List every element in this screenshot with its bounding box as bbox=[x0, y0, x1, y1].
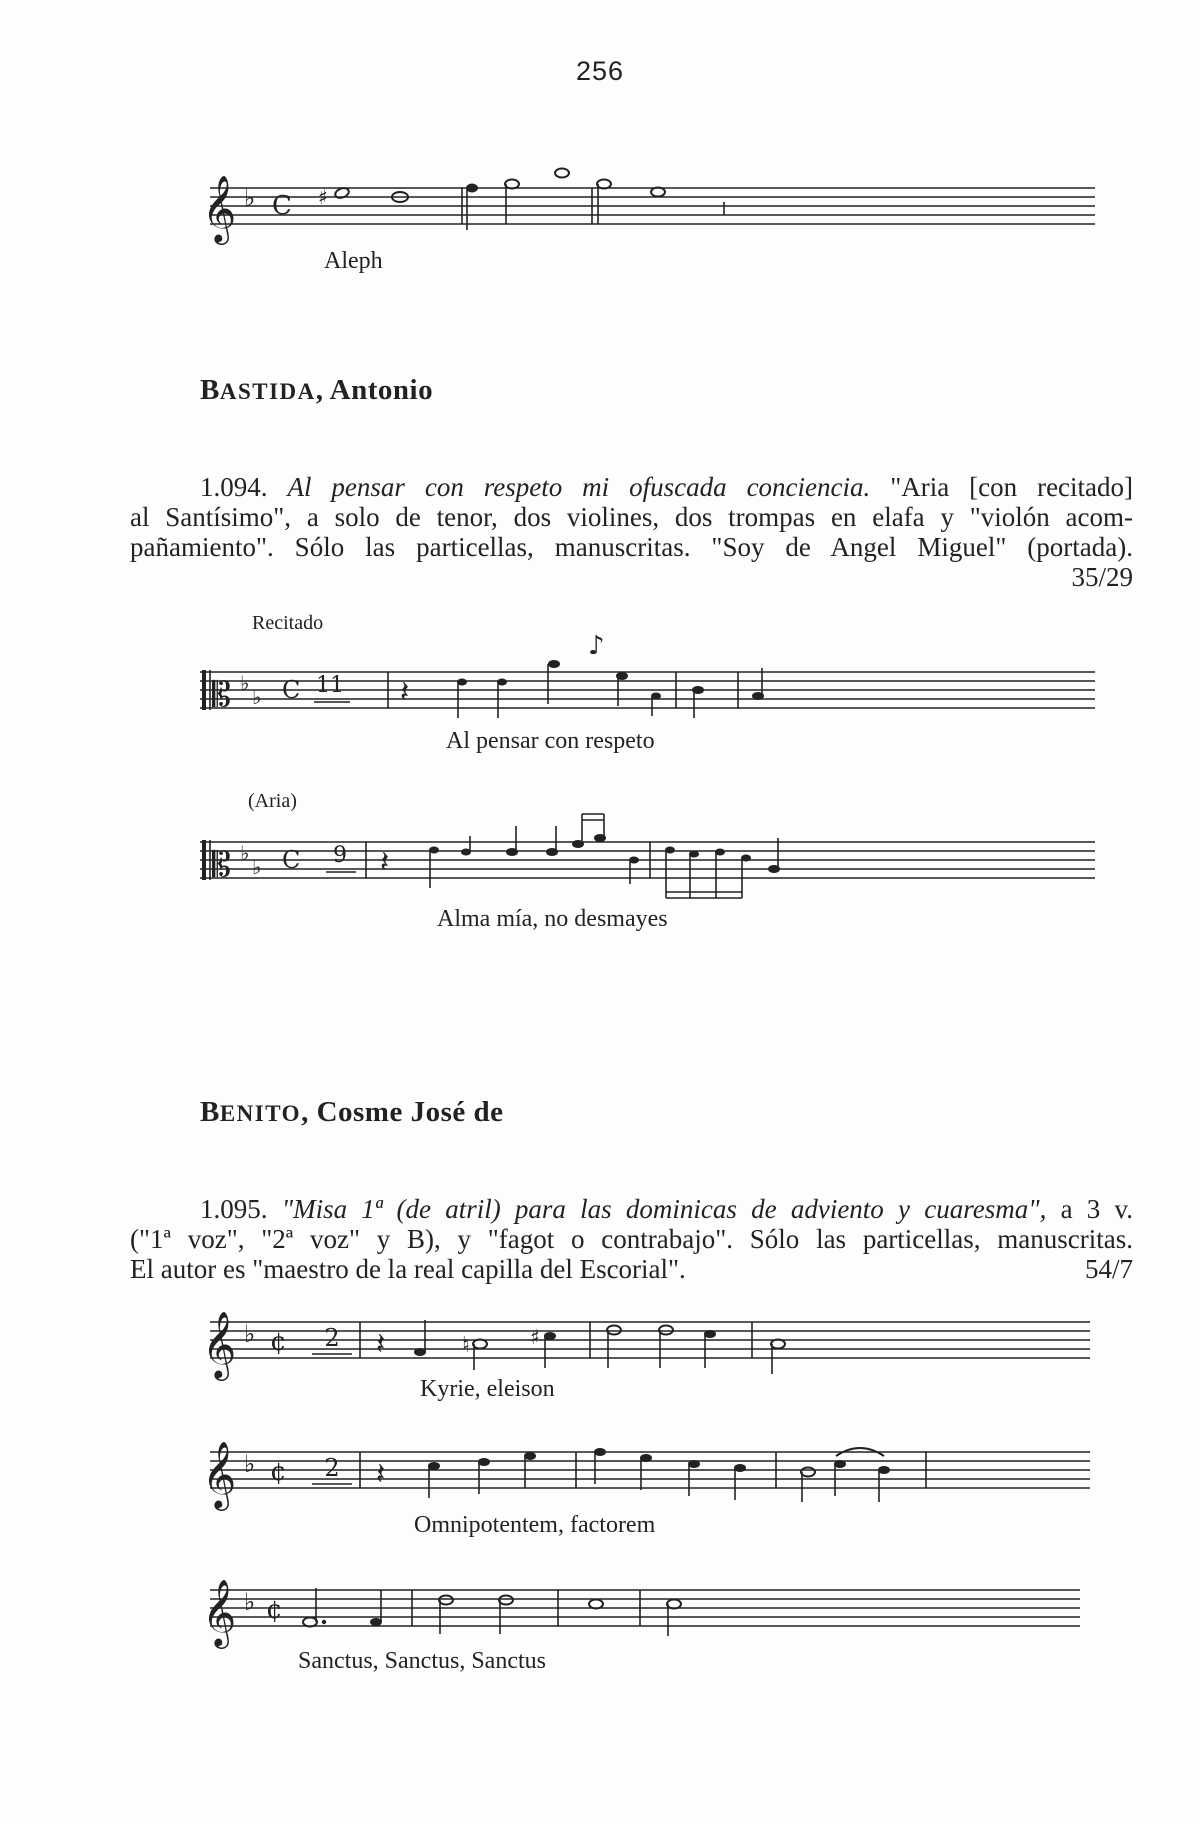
entry-text: a 3 v. bbox=[1060, 1194, 1134, 1224]
note bbox=[597, 180, 611, 189]
measure-count: 11 bbox=[316, 673, 344, 698]
treble-clef: 𝄞 bbox=[202, 1578, 237, 1646]
entry-line-2: ("1ª voz", "2ª voz" y B), y "fagot o contrabajo". Sólo las particellas, manuscritas. bbox=[130, 1224, 1133, 1254]
entry-number: 1.095. bbox=[200, 1194, 268, 1224]
entry-line-2: al Santísimo", a solo de tenor, dos violines, dos trompas en elafa y "violón acom- bbox=[130, 502, 1133, 532]
key-signature-flat: ♭ bbox=[240, 671, 250, 695]
c-clef: 𝄡 bbox=[212, 675, 231, 715]
composer-heading bbox=[200, 1096, 503, 1129]
entry-text: "Aria [con recitado] bbox=[890, 472, 1134, 502]
composer-given-name: Antonio bbox=[329, 374, 434, 406]
key-signature-flat: ♭ bbox=[244, 1588, 256, 1616]
catalogue-entry bbox=[130, 1194, 1133, 1284]
grace-note: ♪ bbox=[588, 631, 605, 661]
incipit-lyric: Kyrie, eleison bbox=[420, 1376, 555, 1402]
note bbox=[439, 1596, 453, 1605]
incipit-lyric: Aleph bbox=[324, 248, 383, 274]
quarter-rest: 𝄽 bbox=[400, 675, 410, 710]
shelfmark: 54/7 bbox=[1084, 1254, 1133, 1284]
catalogue-entry bbox=[130, 472, 1133, 592]
key-signature-flat: ♭ bbox=[244, 184, 256, 212]
entry-number: 1.094. bbox=[200, 472, 268, 502]
staff-lines bbox=[210, 1590, 1080, 1626]
incipit-staff-recitado bbox=[200, 631, 1100, 728]
key-signature-flat: ♭ bbox=[240, 841, 250, 865]
entry-line-1 bbox=[130, 1194, 1133, 1224]
dot bbox=[322, 1620, 326, 1624]
natural: ♮ bbox=[462, 1333, 470, 1358]
measure-count: 2 bbox=[324, 1324, 340, 1352]
time-signature: ¢ bbox=[270, 1327, 287, 1357]
key-signature-flat: ♭ bbox=[244, 1450, 256, 1478]
treble-clef: 𝄞 bbox=[202, 174, 237, 242]
entry-title: Al pensar con respeto mi ofuscada conciencia. bbox=[287, 472, 871, 502]
entry-title: "Misa 1ª (de atril) para las dominicas de adviento y cuaresma", bbox=[281, 1194, 1047, 1224]
entry-line-3 bbox=[130, 1254, 1133, 1284]
note bbox=[548, 660, 560, 668]
note bbox=[651, 188, 665, 197]
note bbox=[505, 180, 519, 189]
note bbox=[473, 1340, 487, 1349]
incipit-staff-aleph bbox=[200, 168, 1100, 248]
composer-given-name: Cosme José de bbox=[316, 1096, 504, 1128]
section-label: (Aria) bbox=[248, 790, 297, 812]
composer-heading bbox=[200, 374, 433, 407]
entry-text: El autor es "maestro de la real capilla del Escorial". bbox=[130, 1254, 686, 1284]
note bbox=[667, 1600, 681, 1609]
incipit-lyric: Sanctus, Sanctus, Sanctus bbox=[298, 1648, 546, 1674]
entry-line-4 bbox=[130, 562, 1133, 592]
note bbox=[499, 1596, 513, 1605]
quarter-rest: 𝄽 bbox=[376, 1457, 386, 1492]
staff-lines bbox=[210, 1322, 1090, 1358]
section-label: Recitado bbox=[252, 612, 324, 634]
note bbox=[607, 1326, 621, 1335]
incipit-staff-kyrie bbox=[200, 1312, 1100, 1382]
composer-surname: BENITO bbox=[200, 1096, 302, 1128]
page-number: 256 bbox=[575, 56, 625, 86]
incipit-staff-aria bbox=[200, 838, 1100, 908]
quarter-rest: 𝄽 bbox=[380, 845, 390, 880]
note bbox=[589, 1600, 603, 1609]
c-clef: 𝄡 bbox=[212, 845, 231, 885]
incipit-staff-omnipotentem bbox=[200, 1432, 1100, 1512]
incipit-lyric: Al pensar con respeto bbox=[446, 728, 655, 754]
shelfmark: 35/29 bbox=[1071, 562, 1133, 592]
key-signature-flat: ♭ bbox=[244, 1320, 256, 1348]
time-signature: C bbox=[282, 676, 301, 704]
measure-count: 2 bbox=[324, 1454, 340, 1482]
note bbox=[555, 169, 569, 178]
time-signature: ¢ bbox=[270, 1457, 287, 1487]
note bbox=[659, 1326, 673, 1335]
time-signature: C bbox=[272, 191, 292, 221]
note bbox=[771, 1340, 785, 1349]
entry-line-3: pañamiento". Sólo las particellas, manuscritas. "Soy de Angel Miguel" (portada). bbox=[130, 532, 1133, 562]
note bbox=[801, 1468, 815, 1477]
heading-comma: , bbox=[315, 374, 324, 406]
time-signature: C bbox=[282, 846, 301, 874]
time-signature: ¢ bbox=[266, 1595, 283, 1625]
heading-comma: , bbox=[301, 1096, 309, 1128]
composer-surname: BASTIDA bbox=[200, 374, 316, 406]
note bbox=[303, 1618, 317, 1627]
quarter-rest: 𝄽 bbox=[376, 1327, 386, 1362]
sharp: ♯ bbox=[318, 185, 328, 209]
treble-clef: 𝄞 bbox=[202, 1440, 237, 1508]
key-signature-flat: ♭ bbox=[252, 685, 262, 709]
incipit-lyric: Omnipotentem, factorem bbox=[414, 1512, 656, 1538]
sharp: ♯ bbox=[530, 1325, 540, 1349]
incipit-lyric: Alma mía, no desmayes bbox=[437, 906, 668, 932]
treble-clef: 𝄞 bbox=[202, 1310, 237, 1378]
measure-count: 9 bbox=[333, 843, 347, 868]
key-signature-flat: ♭ bbox=[252, 855, 262, 879]
entry-line-1 bbox=[130, 472, 1133, 502]
incipit-staff-sanctus bbox=[200, 1570, 1100, 1650]
